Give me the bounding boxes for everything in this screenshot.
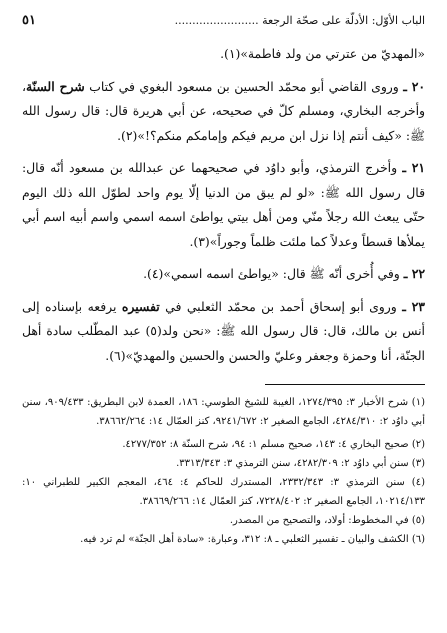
- footnote-6: (٦) الكشف والبيان ـ تفسير الثعلبي ـ ٨: ٣١٢، وعبارة: «سادة أهل الجنّة» لم ترد فيه.: [80, 534, 425, 545]
- footnote-5: (٥) في المخطوط: أولاد، والتصحيح من المصدر.: [229, 515, 425, 526]
- book-title: تفسيره: [121, 298, 160, 314]
- paragraph: «المهديّ من عترتي من ولد فاطمة»(١).: [220, 46, 425, 61]
- footnote-1: (١) شرح الأخبار ٣: ١٢٧٤/٣٩٥، الغيبة للشيخ الطوسي: ١٨٦، العمدة لابن البطريق: ٩٠٩/٤٣٣، سنن أبي داوُد ٢: ٤٢٨٤/٣١٠، الجامع الصغير ٢: ٩٢٤١/٦٧٢، كنز العمّال ١٤: ٣٨٦٦٢/٢٦٤.: [22, 397, 425, 427]
- hadith-number: ٢١ ـ: [402, 160, 425, 175]
- footnotes: [22, 393, 425, 549]
- page-number: ٥١: [22, 13, 36, 28]
- main-text: [22, 42, 425, 368]
- hadith-number: ٢٣ ـ: [402, 298, 425, 314]
- running-title: الباب الأوّل: الأدلّة على صحّة الرجعة ........................: [174, 14, 425, 27]
- footnote-2: (٢) صحيح البخاري ٤: ١٤٣، صحيح مسلم ١: ٩٤، شرح السنّة ٨: ٤٢٧٧/٣٥٢.: [122, 439, 425, 450]
- paragraph-20: ٢٠ ـ وروى القاضي أبو محمّد الحسين بن مسعود البغوي في كتاب شرح السنّة، وأخرجه البخاري، ومسلم كلّ في صحيحه، عن أبي هريرة قال: قال رسول الله ﷺ: «كيف أنتم إذا نزل ابن مريم فيكم وإمامكم منكم؟!»(٢).: [22, 78, 425, 143]
- paragraph-23: ٢٣ ـ وروى أبو إسحاق أحمد بن محمّد الثعلبي في تفسيره يرفعه بإسناده إلى أنس بن مالك، قال: قال رسول الله ﷺ: «نحن ولد(٥) عبد المطّلب سادة أهل الجنّة، أنا وحمزة وجعفر وعليّ والحسن والحسين والمهديّ»(٦).: [22, 298, 425, 363]
- hadith-number: ٢٢ ـ: [403, 266, 425, 281]
- running-header: [22, 14, 425, 28]
- footnote-4: (٤) سنن الترمذي ٣: ٢٣٣٢/٣٤٣، المستدرك للحاكم ٤: ٤٦٤، المعجم الكبير للطبراني ١٠: ١٠٢١٤/١٣٣، الجامع الصغير ٢: ٧٢٢٨/٤٠٢، كنز العمّال ١٤: ٣٨٦٦٩/٢٦٦.: [22, 477, 425, 507]
- paragraph-21: ٢١ ـ وأخرج الترمذي، وأبو داوُد في صحيحهما عن عبدالله بن مسعود أنّه قال: قال رسول الله ﷺ: «لو لم يبق من الدنيا إلّا يوم واحد لطوّل الله ذلك اليوم حتّى يبعث الله رجلاً منّي ومن أهل بيتي يواطئ اسمه اسمي واسم أبيه اسم أبي يملأها قسطاً وعدلاً كما ملئت ظلماً وجوراً»(٣).: [22, 160, 425, 249]
- book-title: شرح السنّة: [26, 78, 85, 94]
- hadith-number: ٢٠ ـ: [403, 78, 425, 94]
- footnote-divider: [265, 384, 425, 385]
- footnote-3: (٣) سنن أبي داوُد ٢: ٤٢٨٢/٣٠٩، سنن الترمذي ٣: ٣٣١٣/٣٤٣.: [176, 458, 425, 469]
- paragraph-22: ٢٢ ـ وفي أُخرى أنّه ﷺ قال: «يواطئ اسمه اسمي»(٤).: [143, 266, 425, 281]
